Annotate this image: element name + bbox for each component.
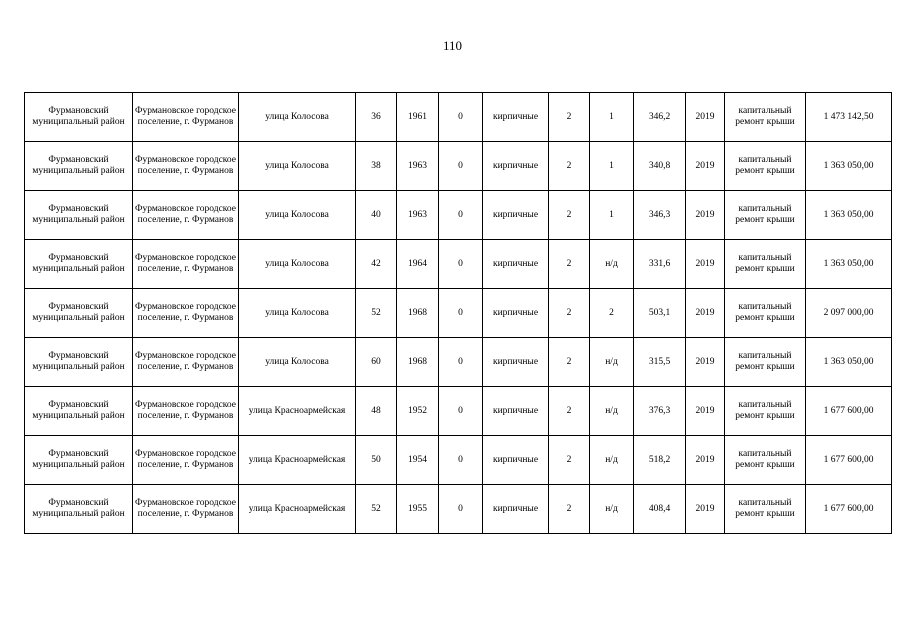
value-cell: 0 (439, 436, 483, 485)
entrances-cell: 1 (590, 191, 634, 240)
settlement-cell: Фурмановское городское поселение, г. Фурманов (133, 436, 239, 485)
entrances-cell: н/д (590, 485, 634, 534)
district-cell: Фурмановский муниципальный район (25, 93, 133, 142)
settlement-cell: Фурмановское городское поселение, г. Фурманов (133, 338, 239, 387)
district-cell: Фурмановский муниципальный район (25, 142, 133, 191)
table-row (25, 289, 892, 338)
entrances-cell: н/д (590, 387, 634, 436)
street-cell: улица Колосова (239, 191, 356, 240)
work-type-cell: капитальный ремонт крыши (725, 142, 806, 191)
cost-cell: 1 363 050,00 (806, 338, 892, 387)
district-cell: Фурмановский муниципальный район (25, 338, 133, 387)
table-row (25, 93, 892, 142)
district-cell: Фурмановский муниципальный район (25, 191, 133, 240)
work-type-cell: капитальный ремонт крыши (725, 289, 806, 338)
plan-year-cell: 2019 (686, 240, 725, 289)
street-cell: улица Красноармейская (239, 436, 356, 485)
district-cell: Фурмановский муниципальный район (25, 240, 133, 289)
table-row (25, 387, 892, 436)
wall-material-cell: кирпичные (483, 93, 549, 142)
work-type-cell: капитальный ремонт крыши (725, 338, 806, 387)
street-cell: улица Красноармейская (239, 485, 356, 534)
house-number-cell: 38 (356, 142, 397, 191)
house-number-cell: 42 (356, 240, 397, 289)
plan-year-cell: 2019 (686, 289, 725, 338)
wall-material-cell: кирпичные (483, 387, 549, 436)
build-year-cell: 1961 (397, 93, 439, 142)
district-cell: Фурмановский муниципальный район (25, 387, 133, 436)
settlement-cell: Фурмановское городское поселение, г. Фурманов (133, 387, 239, 436)
cost-cell: 2 097 000,00 (806, 289, 892, 338)
house-number-cell: 52 (356, 289, 397, 338)
table-row (25, 338, 892, 387)
value-cell: 0 (439, 240, 483, 289)
street-cell: улица Колосова (239, 289, 356, 338)
street-cell: улица Колосова (239, 240, 356, 289)
house-number-cell: 50 (356, 436, 397, 485)
settlement-cell: Фурмановское городское поселение, г. Фурманов (133, 191, 239, 240)
cost-cell: 1 677 600,00 (806, 485, 892, 534)
entrances-cell: н/д (590, 436, 634, 485)
build-year-cell: 1952 (397, 387, 439, 436)
plan-year-cell: 2019 (686, 142, 725, 191)
floors-cell: 2 (549, 289, 590, 338)
settlement-cell: Фурмановское городское поселение, г. Фурманов (133, 142, 239, 191)
district-cell: Фурмановский муниципальный район (25, 289, 133, 338)
area-cell: 340,8 (634, 142, 686, 191)
work-type-cell: капитальный ремонт крыши (725, 191, 806, 240)
plan-year-cell: 2019 (686, 93, 725, 142)
area-cell: 376,3 (634, 387, 686, 436)
value-cell: 0 (439, 289, 483, 338)
wall-material-cell: кирпичные (483, 436, 549, 485)
street-cell: улица Колосова (239, 338, 356, 387)
settlement-cell: Фурмановское городское поселение, г. Фурманов (133, 93, 239, 142)
house-number-cell: 36 (356, 93, 397, 142)
floors-cell: 2 (549, 485, 590, 534)
entrances-cell: н/д (590, 338, 634, 387)
wall-material-cell: кирпичные (483, 485, 549, 534)
street-cell: улица Колосова (239, 142, 356, 191)
housing-repair-table (24, 92, 892, 534)
street-cell: улица Колосова (239, 93, 356, 142)
work-type-cell: капитальный ремонт крыши (725, 93, 806, 142)
work-type-cell: капитальный ремонт крыши (725, 436, 806, 485)
settlement-cell: Фурмановское городское поселение, г. Фурманов (133, 240, 239, 289)
floors-cell: 2 (549, 142, 590, 191)
wall-material-cell: кирпичные (483, 191, 549, 240)
floors-cell: 2 (549, 240, 590, 289)
district-cell: Фурмановский муниципальный район (25, 485, 133, 534)
area-cell: 518,2 (634, 436, 686, 485)
floors-cell: 2 (549, 338, 590, 387)
work-type-cell: капитальный ремонт крыши (725, 485, 806, 534)
wall-material-cell: кирпичные (483, 338, 549, 387)
table-body (25, 93, 892, 534)
settlement-cell: Фурмановское городское поселение, г. Фурманов (133, 289, 239, 338)
floors-cell: 2 (549, 191, 590, 240)
table-row (25, 240, 892, 289)
floors-cell: 2 (549, 436, 590, 485)
house-number-cell: 52 (356, 485, 397, 534)
value-cell: 0 (439, 93, 483, 142)
plan-year-cell: 2019 (686, 436, 725, 485)
area-cell: 346,3 (634, 191, 686, 240)
plan-year-cell: 2019 (686, 191, 725, 240)
cost-cell: 1 677 600,00 (806, 387, 892, 436)
wall-material-cell: кирпичные (483, 289, 549, 338)
floors-cell: 2 (549, 93, 590, 142)
table-row (25, 142, 892, 191)
floors-cell: 2 (549, 387, 590, 436)
cost-cell: 1 677 600,00 (806, 436, 892, 485)
build-year-cell: 1954 (397, 436, 439, 485)
cost-cell: 1 363 050,00 (806, 191, 892, 240)
entrances-cell: 1 (590, 93, 634, 142)
house-number-cell: 48 (356, 387, 397, 436)
area-cell: 503,1 (634, 289, 686, 338)
street-cell: улица Красноармейская (239, 387, 356, 436)
wall-material-cell: кирпичные (483, 240, 549, 289)
build-year-cell: 1963 (397, 191, 439, 240)
value-cell: 0 (439, 142, 483, 191)
table-row (25, 436, 892, 485)
area-cell: 346,2 (634, 93, 686, 142)
house-number-cell: 40 (356, 191, 397, 240)
build-year-cell: 1963 (397, 142, 439, 191)
work-type-cell: капитальный ремонт крыши (725, 240, 806, 289)
build-year-cell: 1964 (397, 240, 439, 289)
cost-cell: 1 473 142,50 (806, 93, 892, 142)
table-row (25, 485, 892, 534)
value-cell: 0 (439, 485, 483, 534)
build-year-cell: 1968 (397, 338, 439, 387)
value-cell: 0 (439, 338, 483, 387)
page-number: 110 (442, 38, 463, 53)
area-cell: 408,4 (634, 485, 686, 534)
house-number-cell: 60 (356, 338, 397, 387)
wall-material-cell: кирпичные (483, 142, 549, 191)
entrances-cell: 2 (590, 289, 634, 338)
value-cell: 0 (439, 191, 483, 240)
table-row (25, 191, 892, 240)
cost-cell: 1 363 050,00 (806, 142, 892, 191)
cost-cell: 1 363 050,00 (806, 240, 892, 289)
area-cell: 315,5 (634, 338, 686, 387)
work-type-cell: капитальный ремонт крыши (725, 387, 806, 436)
district-cell: Фурмановский муниципальный район (25, 436, 133, 485)
area-cell: 331,6 (634, 240, 686, 289)
settlement-cell: Фурмановское городское поселение, г. Фурманов (133, 485, 239, 534)
plan-year-cell: 2019 (686, 485, 725, 534)
build-year-cell: 1955 (397, 485, 439, 534)
value-cell: 0 (439, 387, 483, 436)
plan-year-cell: 2019 (686, 387, 725, 436)
plan-year-cell: 2019 (686, 338, 725, 387)
entrances-cell: 1 (590, 142, 634, 191)
build-year-cell: 1968 (397, 289, 439, 338)
entrances-cell: н/д (590, 240, 634, 289)
